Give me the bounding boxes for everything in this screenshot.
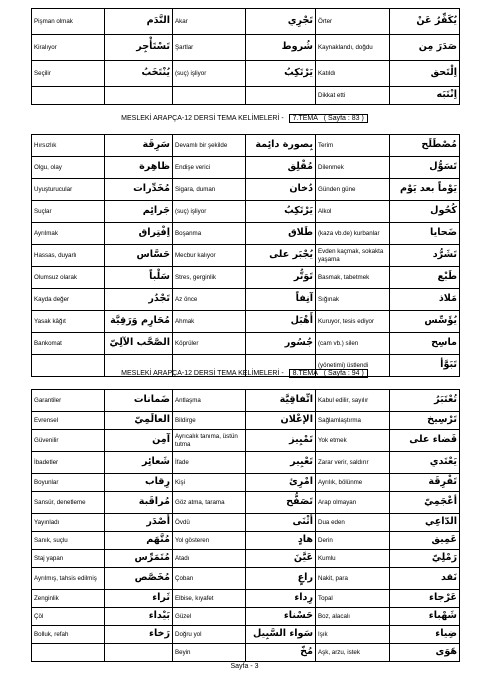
turkish-meaning-cell: Zarar verir, saldırır [316, 452, 390, 474]
table-row [32, 35, 460, 61]
arabic-word-cell: مُتَّهَم [105, 532, 173, 550]
arabic-word-cell: أَثْنَى [246, 514, 316, 532]
turkish-meaning-cell: Yok etmek [316, 430, 390, 452]
turkish-meaning-cell: Arap olmayan [316, 492, 390, 514]
table-row [32, 61, 460, 87]
vocabulary-table-tema-7-body [32, 135, 460, 377]
arabic-word-cell: كُحُول [390, 201, 460, 223]
vocabulary-table-top-body [32, 9, 460, 105]
turkish-meaning-cell: Övdü [173, 514, 246, 532]
section-7-title: MESLEKİ ARAPÇA-12 DERSİ TEMA KELİMELERİ - [121, 115, 284, 122]
table-row [32, 245, 460, 267]
turkish-meaning-cell [32, 87, 105, 105]
turkish-meaning-cell: Dilenmek [316, 157, 390, 179]
arabic-word-cell: اتِّفاقِيَّة [246, 390, 316, 412]
arabic-word-cell: تَفْرِقَة [390, 474, 460, 492]
arabic-word-cell: مُخَدِّرات [105, 179, 173, 201]
arabic-word-cell: تَجْدُر [105, 289, 173, 311]
turkish-meaning-cell: Sağlamlaştırma [316, 412, 390, 430]
table-row [32, 9, 460, 35]
arabic-word-cell: تَسَوُّل [390, 157, 460, 179]
arabic-word-cell: عَيَّنَ [246, 550, 316, 568]
arabic-word-cell [246, 87, 316, 105]
arabic-word-cell: أعْجَمِيّ [390, 492, 460, 514]
arabic-word-cell: هَوَى [390, 644, 460, 662]
arabic-word-cell: مُصْطَلَح [390, 135, 460, 157]
arabic-word-cell: اِلْتَحق [390, 61, 460, 87]
arabic-word-cell: عَمِيق [390, 532, 460, 550]
arabic-word-cell: سَرِقَة [105, 135, 173, 157]
arabic-word-cell: مَلاذ [390, 289, 460, 311]
arabic-word-cell: اِنْتَبَه [390, 87, 460, 105]
turkish-meaning-cell: Bolluk, refah [32, 626, 105, 644]
turkish-meaning-cell: Atadı [173, 550, 246, 568]
turkish-meaning-cell: Örter [316, 9, 390, 35]
turkish-meaning-cell: (suç) işliyor [173, 61, 246, 87]
arabic-word-cell: امْرِئ [246, 474, 316, 492]
arabic-word-cell: صَدَرَ مِن [390, 35, 460, 61]
arabic-word-cell: الدّاعِي [390, 514, 460, 532]
turkish-meaning-cell: Devamlı bir şekilde [173, 135, 246, 157]
arabic-word-cell: تَجْرِي [246, 9, 316, 35]
turkish-meaning-cell: Sanık, suçlu [32, 532, 105, 550]
arabic-word-cell: مُتَمَرِّس [105, 550, 173, 568]
table-row [32, 87, 460, 105]
turkish-meaning-cell: (yönetimi) üstlendi [316, 355, 390, 377]
turkish-meaning-cell: Pişman olmak [32, 9, 105, 35]
arabic-word-cell: تَصَفُّح [246, 492, 316, 514]
arabic-word-cell: العالَمِيّ [105, 412, 173, 430]
turkish-meaning-cell: Doğru yol [173, 626, 246, 644]
turkish-meaning-cell: Kuruyor, tesis ediyor [316, 311, 390, 333]
section-8-heading [0, 370, 489, 377]
arabic-word-cell: راعٍ [246, 568, 316, 590]
turkish-meaning-cell [173, 87, 246, 105]
table-row [32, 135, 460, 157]
arabic-word-cell: مُقْلِق [246, 157, 316, 179]
turkish-meaning-cell: İbadetler [32, 452, 105, 474]
arabic-word-cell: الصَّحَّب الآلِيّ [105, 333, 173, 355]
arabic-word-cell: يُنْتَخَبُ [105, 61, 173, 87]
table-row [32, 267, 460, 289]
arabic-word-cell: رَخاء [105, 626, 173, 644]
arabic-word-cell: ماسِح [390, 333, 460, 355]
arabic-word-cell [105, 87, 173, 105]
table-row [32, 157, 460, 179]
arabic-word-cell: سَواء السَّبِيل [246, 626, 316, 644]
arabic-word-cell: شَعائِر [105, 452, 173, 474]
arabic-word-cell: ضَحايا [390, 223, 460, 245]
turkish-meaning-cell: Boşanma [173, 223, 246, 245]
arabic-word-cell: عَرْجاء [390, 590, 460, 608]
arabic-word-cell: تَبَوَّأ [390, 355, 460, 377]
arabic-word-cell: رِقاب [105, 474, 173, 492]
turkish-meaning-cell: Ahmak [173, 311, 246, 333]
turkish-meaning-cell: Evrensel [32, 412, 105, 430]
arabic-word-cell: النَّدَم [105, 9, 173, 35]
turkish-meaning-cell: Olgu, olay [32, 157, 105, 179]
section-8-tema: 8.TEMA [292, 370, 318, 377]
turkish-meaning-cell: Güvenilir [32, 430, 105, 452]
table-row [32, 179, 460, 201]
arabic-word-cell: تَعْبِير [246, 452, 316, 474]
turkish-meaning-cell: (kaza vb.de) kurbanlar [316, 223, 390, 245]
table-row [32, 223, 460, 245]
arabic-word-cell: آمِن [105, 430, 173, 452]
arabic-word-cell: يَوْماً بعد يَوْم [390, 179, 460, 201]
turkish-meaning-cell: Garantiler [32, 390, 105, 412]
table-row [32, 492, 460, 514]
turkish-meaning-cell: Sığınak [316, 289, 390, 311]
turkish-meaning-cell: Işık [316, 626, 390, 644]
vocabulary-table-tema-8 [31, 389, 460, 662]
turkish-meaning-cell: Alkol [316, 201, 390, 223]
arabic-word-cell: تَسْتَأْجِر [105, 35, 173, 61]
turkish-meaning-cell: Dua eden [316, 514, 390, 532]
turkish-meaning-cell: Suçlar [32, 201, 105, 223]
arabic-word-cell: هادٍ [246, 532, 316, 550]
table-row [32, 452, 460, 474]
vocabulary-table-tema-7 [31, 134, 460, 377]
table-row [32, 474, 460, 492]
arabic-word-cell: الإعْلان [246, 412, 316, 430]
arabic-word-cell: بَيْداء [105, 608, 173, 626]
table-row [32, 590, 460, 608]
turkish-meaning-cell: Çöl [32, 608, 105, 626]
turkish-meaning-cell: Ayrılık, bölünme [316, 474, 390, 492]
section-8-tema-box [289, 369, 368, 378]
turkish-meaning-cell: Uyuşturucular [32, 179, 105, 201]
vocabulary-table-top [31, 8, 460, 105]
arabic-word-cell: تَرْسِيخ [390, 412, 460, 430]
turkish-meaning-cell: İfade [173, 452, 246, 474]
section-8-title: MESLEKİ ARAPÇA-12 DERSİ TEMA KELİMELERİ - [121, 370, 284, 377]
arabic-word-cell: رَمْلِيّ [390, 550, 460, 568]
table-row [32, 390, 460, 412]
arabic-word-cell: تَمْيِيز [246, 430, 316, 452]
table-row [32, 311, 460, 333]
section-7-heading [0, 115, 489, 122]
turkish-meaning-cell: Ayrıcalık tanıma, üstün tutma [173, 430, 246, 452]
turkish-meaning-cell: Hassas, duyarlı [32, 245, 105, 267]
turkish-meaning-cell: Hırsızlık [32, 135, 105, 157]
arabic-word-cell: بِصورة دائِمة [246, 135, 316, 157]
arabic-word-cell: مُخَصَّص [105, 568, 173, 590]
arabic-word-cell: آنِفاً [246, 289, 316, 311]
table-row [32, 201, 460, 223]
turkish-meaning-cell: (cam vb.) silen [316, 333, 390, 355]
turkish-meaning-cell: Beyin [173, 644, 246, 662]
arabic-word-cell: نَقد [390, 568, 460, 590]
turkish-meaning-cell: Zenginlik [32, 590, 105, 608]
table-row [32, 412, 460, 430]
turkish-meaning-cell: Antlaşma [173, 390, 246, 412]
turkish-meaning-cell: (suç) işliyor [173, 201, 246, 223]
turkish-meaning-cell: Dikkat etti [316, 87, 390, 105]
arabic-word-cell: يَعْتَدي [390, 452, 460, 474]
turkish-meaning-cell [32, 644, 105, 662]
arabic-word-cell: جَرائِم [105, 201, 173, 223]
table-row [32, 289, 460, 311]
turkish-meaning-cell: Seçilir [32, 61, 105, 87]
turkish-meaning-cell: Yasak kâğıt [32, 311, 105, 333]
section-8-page-ref: ( Sayfa : 94 ) [323, 370, 364, 377]
arabic-word-cell: رِداء [246, 590, 316, 608]
arabic-word-cell: قَضاء على [390, 430, 460, 452]
arabic-word-cell: جُسُور [246, 333, 316, 355]
turkish-meaning-cell: Sansür, denetleme [32, 492, 105, 514]
turkish-meaning-cell: Boyunlar [32, 474, 105, 492]
turkish-meaning-cell: Kayda değer [32, 289, 105, 311]
table-row [32, 644, 460, 662]
turkish-meaning-cell: Staj yapan [32, 550, 105, 568]
arabic-word-cell: دُخان [246, 179, 316, 201]
turkish-meaning-cell: Evden kaçmak, sokakta yaşama [316, 245, 390, 267]
arabic-word-cell: مُراقَبة [105, 492, 173, 514]
turkish-meaning-cell: Stres, gerginlik [173, 267, 246, 289]
turkish-meaning-cell: Topal [316, 590, 390, 608]
arabic-word-cell: تُعْتَبَرُ [390, 390, 460, 412]
arabic-word-cell: طَلاق [246, 223, 316, 245]
arabic-word-cell: تَوَتُّر [246, 267, 316, 289]
arabic-word-cell: اِفْتِراق [105, 223, 173, 245]
table-row [32, 550, 460, 568]
arabic-word-cell: يَرْتَكِبُ [246, 61, 316, 87]
arabic-word-cell: ثَراء [105, 590, 173, 608]
arabic-word-cell: شُروط [246, 35, 316, 61]
turkish-meaning-cell: Göz atma, tarama [173, 492, 246, 514]
turkish-meaning-cell: Kabul edilir, sayılır [316, 390, 390, 412]
arabic-word-cell: ضِياء [390, 626, 460, 644]
turkish-meaning-cell: Endişe verici [173, 157, 246, 179]
page-footer: Sayfa - 3 [230, 663, 259, 670]
turkish-meaning-cell: Yol gösteren [173, 532, 246, 550]
arabic-word-cell: حَسْناء [246, 608, 316, 626]
turkish-meaning-cell: Çoban [173, 568, 246, 590]
turkish-meaning-cell: Şartlar [173, 35, 246, 61]
table-row [32, 626, 460, 644]
turkish-meaning-cell: Kişi [173, 474, 246, 492]
turkish-meaning-cell: Bildirge [173, 412, 246, 430]
arabic-word-cell: يَرْتَكِبُ [246, 201, 316, 223]
turkish-meaning-cell: Günden güne [316, 179, 390, 201]
turkish-meaning-cell: Katıldı [316, 61, 390, 87]
arabic-word-cell: أَصْدَر [105, 514, 173, 532]
arabic-word-cell: يُؤَسِّس [390, 311, 460, 333]
arabic-word-cell: أَهْبَل [246, 311, 316, 333]
turkish-meaning-cell: Aşk, arzu, istek [316, 644, 390, 662]
vocabulary-table-tema-8-body [32, 390, 460, 662]
turkish-meaning-cell: Derin [316, 532, 390, 550]
section-7-tema: 7.TEMA [292, 115, 318, 122]
turkish-meaning-cell: Köprüler [173, 333, 246, 355]
table-row [32, 532, 460, 550]
arabic-word-cell [105, 644, 173, 662]
turkish-meaning-cell: Elbise, kıyafet [173, 590, 246, 608]
turkish-meaning-cell: Kumlu [316, 550, 390, 568]
turkish-meaning-cell: Boz, alacalı [316, 608, 390, 626]
arabic-word-cell: ظاهِرة [105, 157, 173, 179]
arabic-word-cell: يُجْبَر على [246, 245, 316, 267]
turkish-meaning-cell: Ayrılmak [32, 223, 105, 245]
table-row [32, 430, 460, 452]
arabic-word-cell: مُحَارِم وَرَقِيَّة [105, 311, 173, 333]
arabic-word-cell: شَهْباء [390, 608, 460, 626]
arabic-word-cell: مُخّ [246, 644, 316, 662]
section-7-tema-box [289, 114, 368, 123]
turkish-meaning-cell: Sigara, duman [173, 179, 246, 201]
turkish-meaning-cell: Yayınladı [32, 514, 105, 532]
arabic-word-cell: طَبْع [390, 267, 460, 289]
turkish-meaning-cell: Olumsuz olarak [32, 267, 105, 289]
table-row [32, 608, 460, 626]
turkish-meaning-cell: Mecbur kalıyor [173, 245, 246, 267]
arabic-word-cell: تَشَرُّد [390, 245, 460, 267]
turkish-meaning-cell: Basmak, tabetmek [316, 267, 390, 289]
turkish-meaning-cell: Güzel [173, 608, 246, 626]
turkish-meaning-cell: Terim [316, 135, 390, 157]
turkish-meaning-cell: Az önce [173, 289, 246, 311]
turkish-meaning-cell: Bankomat [32, 333, 105, 355]
table-row [32, 514, 460, 532]
table-row [32, 333, 460, 355]
arabic-word-cell: حَسَّاس [105, 245, 173, 267]
turkish-meaning-cell: Nakit, para [316, 568, 390, 590]
table-row [32, 568, 460, 590]
turkish-meaning-cell: Ayrılmış, tahsis edilmiş [32, 568, 105, 590]
arabic-word-cell: يُكَفِّرُ عَنْ [390, 9, 460, 35]
turkish-meaning-cell: Kaynaklandı, doğdu [316, 35, 390, 61]
arabic-word-cell: ضَمانات [105, 390, 173, 412]
arabic-word-cell: سَلْباً [105, 267, 173, 289]
turkish-meaning-cell: Kiralıyor [32, 35, 105, 61]
turkish-meaning-cell: Akar [173, 9, 246, 35]
section-7-page-ref: ( Sayfa : 83 ) [323, 115, 364, 122]
